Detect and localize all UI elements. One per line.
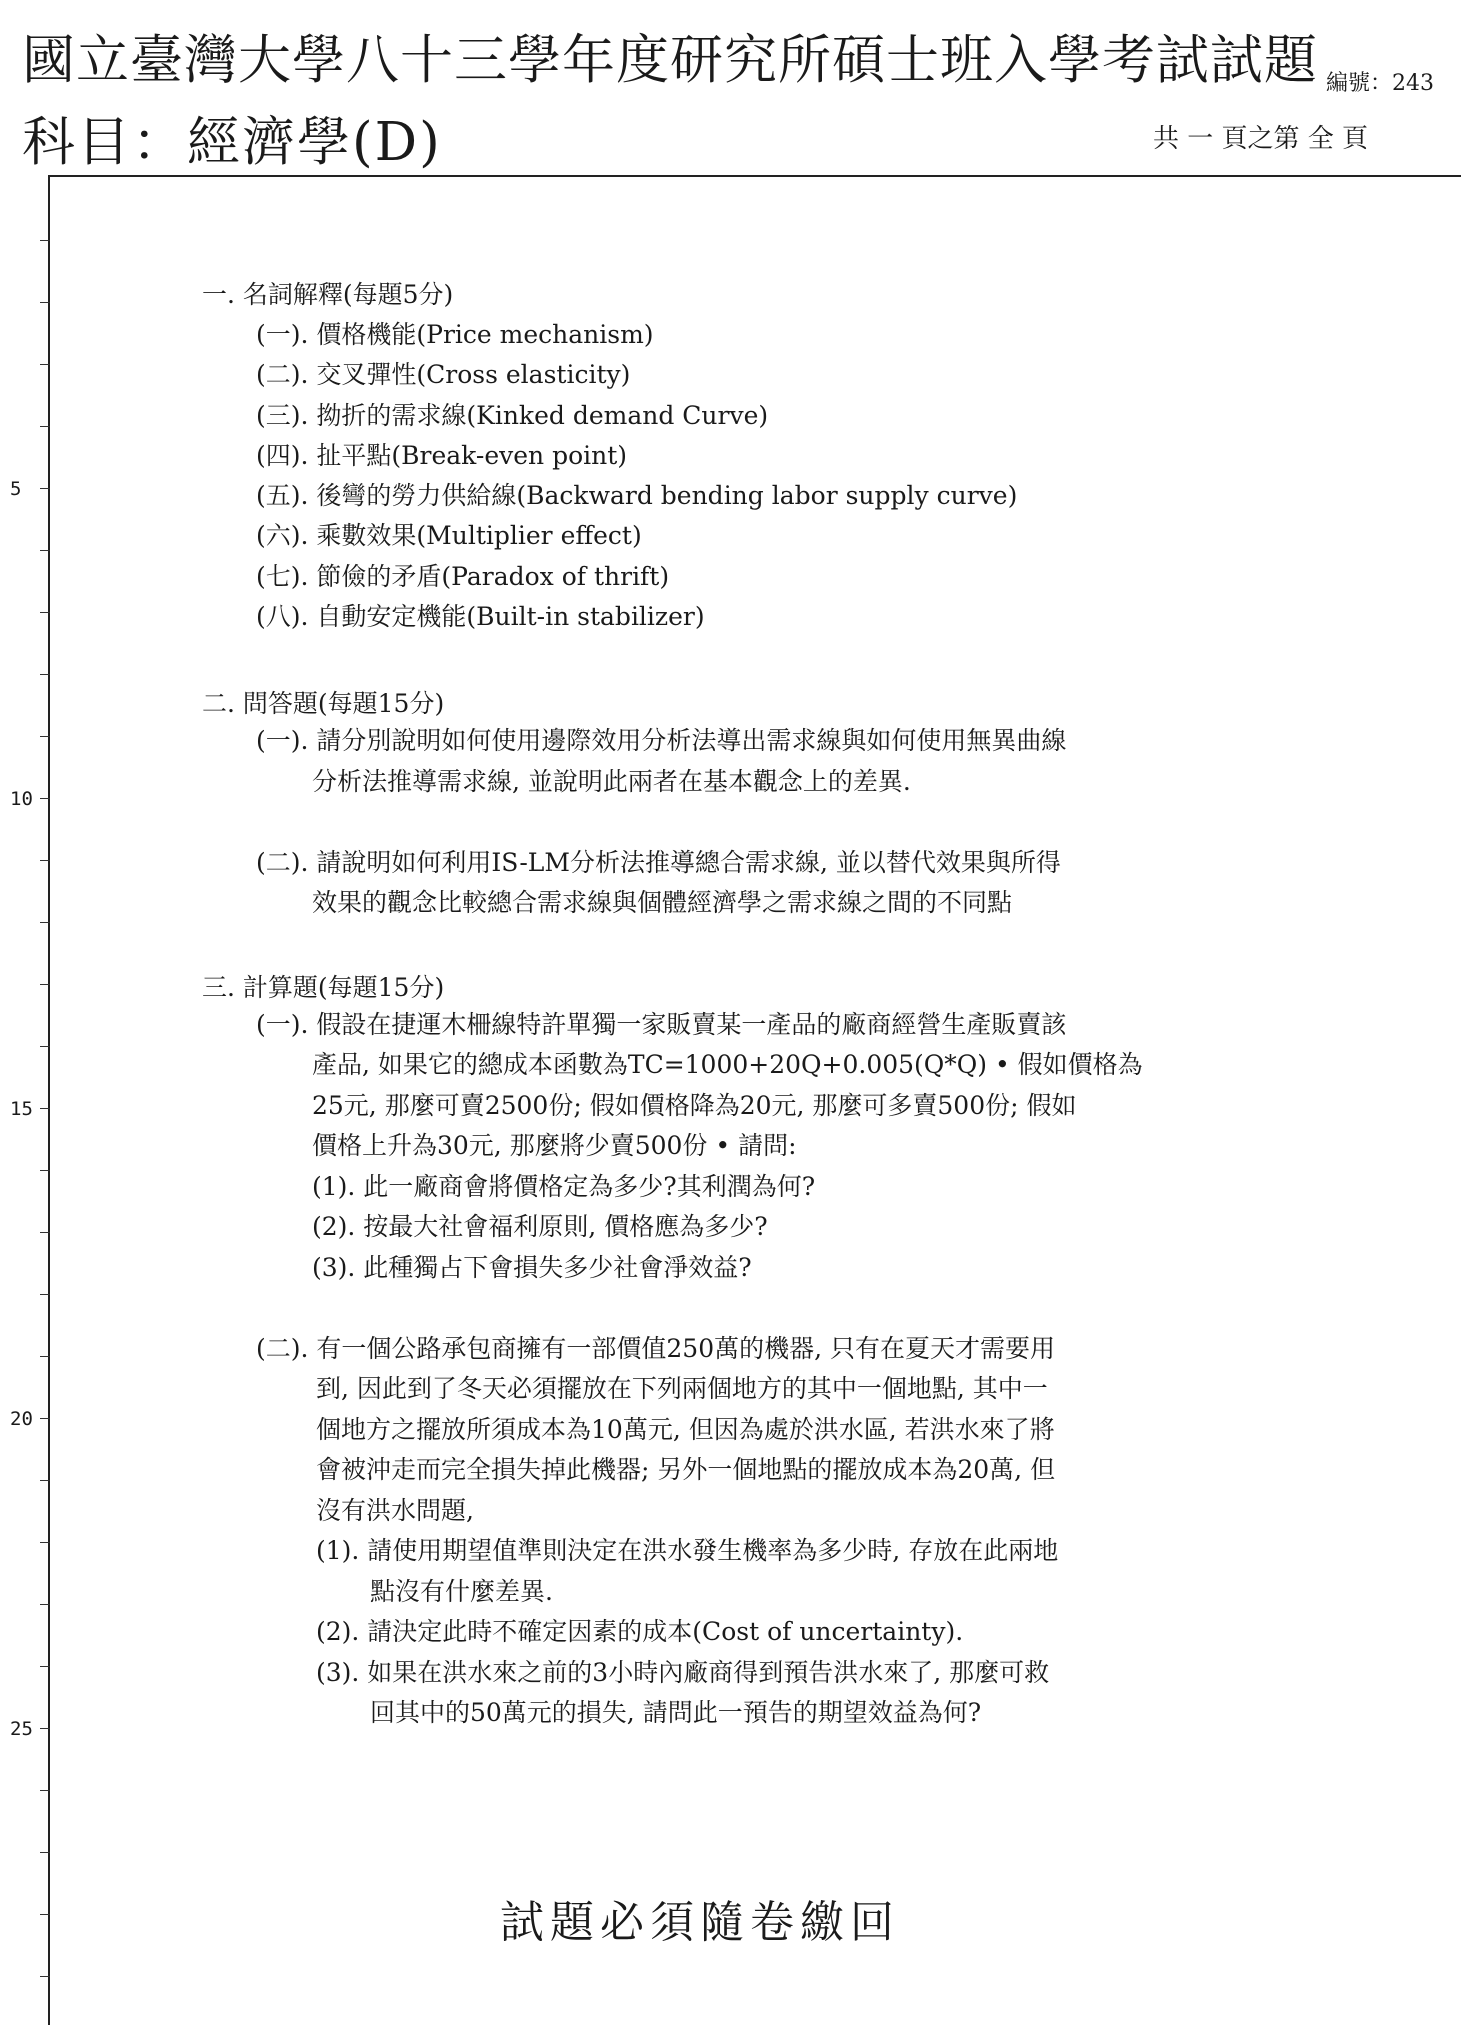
line-number: 15 — [10, 1098, 33, 1120]
margin-tick — [40, 1604, 50, 1605]
problem-1-subquestion: (1). 此一廠商會將價格定為多少?其利潤為何? — [312, 1172, 816, 1201]
term-item: (三). 拗折的需求線(Kinked demand Curve) — [256, 401, 769, 430]
term-item: (七). 節儉的矛盾(Paradox of thrift) — [256, 562, 670, 591]
line-number: 20 — [10, 1408, 33, 1430]
exam-subject: 科目：經濟學(D) — [22, 112, 442, 173]
problem-2-line: 到, 因此到了冬天必須擺放在下列兩個地方的其中一個地點, 其中一 — [316, 1374, 1048, 1403]
term-item: (八). 自動安定機能(Built-in stabilizer) — [256, 602, 705, 631]
margin-tick — [40, 798, 50, 799]
margin-tick — [40, 1542, 50, 1543]
margin-tick — [40, 364, 50, 365]
problem-2-line: 沒有洪水問題, — [316, 1496, 474, 1525]
exam-title: 國立臺灣大學八十三學年度研究所碩士班入學考試試題 — [22, 30, 1318, 91]
margin-tick — [40, 1666, 50, 1667]
term-item: (二). 交叉彈性(Cross elasticity) — [256, 360, 631, 389]
margin-tick — [40, 1914, 50, 1915]
section-2-heading: 二. 問答題(每題15分) — [202, 689, 445, 718]
margin-tick — [40, 1046, 50, 1047]
margin-tick — [40, 550, 50, 551]
essay-question-line: (一). 請分別說明如何使用邊際效用分析法導出需求線與如何使用無異曲線 — [256, 726, 1067, 755]
margin-tick — [40, 302, 50, 303]
problem-2-line: 個地方之擺放所須成本為10萬元, 但因為處於洪水區, 若洪水來了將 — [316, 1415, 1055, 1444]
term-item: (六). 乘數效果(Multiplier effect) — [256, 521, 642, 550]
return-exam-note: 試題必須隨卷繳回 — [500, 1897, 900, 1948]
section-1-heading: 一. 名詞解釋(每題5分) — [202, 280, 454, 309]
margin-tick — [40, 1976, 50, 1977]
problem-2-line: (二). 有一個公路承包商擁有一部價值250萬的機器, 只有在夏天才需要用 — [256, 1334, 1056, 1363]
margin-tick — [40, 612, 50, 613]
essay-question-line: 分析法推導需求線, 並說明此兩者在基本觀念上的差異. — [312, 767, 911, 796]
problem-2-subquestion: (2). 請決定此時不確定因素的成本(Cost of uncertainty). — [316, 1617, 964, 1646]
term-item: (五). 後彎的勞力供給線(Backward bending labor supply curve) — [256, 481, 1018, 510]
problem-1-line: 價格上升為30元, 那麼將少賣500份 • 請問: — [312, 1131, 797, 1160]
exam-serial-number: 編號：243 — [1326, 71, 1434, 96]
margin-tick — [40, 984, 50, 985]
margin-tick — [40, 922, 50, 923]
margin-tick — [40, 1294, 50, 1295]
problem-1-line: 25元, 那麼可賣2500份; 假如價格降為20元, 那麼可多賣500份; 假如 — [312, 1091, 1077, 1120]
problem-2-line: 會被沖走而完全損失掉此機器; 另外一個地點的擺放成本為20萬, 但 — [316, 1455, 1056, 1484]
margin-tick — [40, 674, 50, 675]
problem-2-subquestion: 回其中的50萬元的損失, 請問此一預告的期望效益為何? — [370, 1698, 982, 1727]
essay-question-line: 效果的觀念比較總合需求線與個體經濟學之需求線之間的不同點 — [312, 888, 1013, 917]
essay-question-line: (二). 請說明如何利用IS-LM分析法推導總合需求線, 並以替代效果與所得 — [256, 848, 1061, 877]
margin-tick — [40, 1480, 50, 1481]
margin-tick — [40, 488, 50, 489]
margin-tick — [40, 1418, 50, 1419]
problem-2-subquestion: 點沒有什麼差異. — [370, 1577, 553, 1606]
page-info: 共 一 頁之第 全 頁 — [1153, 124, 1369, 154]
margin-tick — [40, 860, 50, 861]
margin-tick — [40, 240, 50, 241]
term-item: (一). 價格機能(Price mechanism) — [256, 320, 654, 349]
margin-tick — [40, 1790, 50, 1791]
margin-tick — [40, 1108, 50, 1109]
margin-tick — [40, 1852, 50, 1853]
section-3-heading: 三. 計算題(每題15分) — [202, 973, 445, 1002]
problem-1-subquestion: (2). 按最大社會福利原則, 價格應為多少? — [312, 1212, 768, 1241]
margin-tick — [40, 1728, 50, 1729]
line-number: 5 — [10, 478, 22, 500]
problem-1-subquestion: (3). 此種獨占下會損失多少社會淨效益? — [312, 1253, 752, 1282]
line-number: 10 — [10, 788, 33, 810]
problem-1-line: (一). 假設在捷運木柵線特許單獨一家販賣某一產品的廠商經營生產販賣該 — [256, 1010, 1067, 1039]
problem-1-line: 產品, 如果它的總成本函數為TC=1000+20Q+0.005(Q*Q) • 假如價格為 — [312, 1050, 1143, 1079]
problem-2-subquestion: (3). 如果在洪水來之前的3小時內廠商得到預告洪水來了, 那麼可救 — [316, 1658, 1050, 1687]
margin-tick — [40, 426, 50, 427]
problem-2-subquestion: (1). 請使用期望值準則決定在洪水發生機率為多少時, 存放在此兩地 — [316, 1536, 1059, 1565]
margin-tick — [40, 1356, 50, 1357]
term-item: (四). 扯平點(Break-even point) — [256, 441, 628, 470]
line-number: 25 — [10, 1718, 33, 1740]
margin-tick — [40, 736, 50, 737]
margin-tick — [40, 1232, 50, 1233]
margin-tick — [40, 1170, 50, 1171]
